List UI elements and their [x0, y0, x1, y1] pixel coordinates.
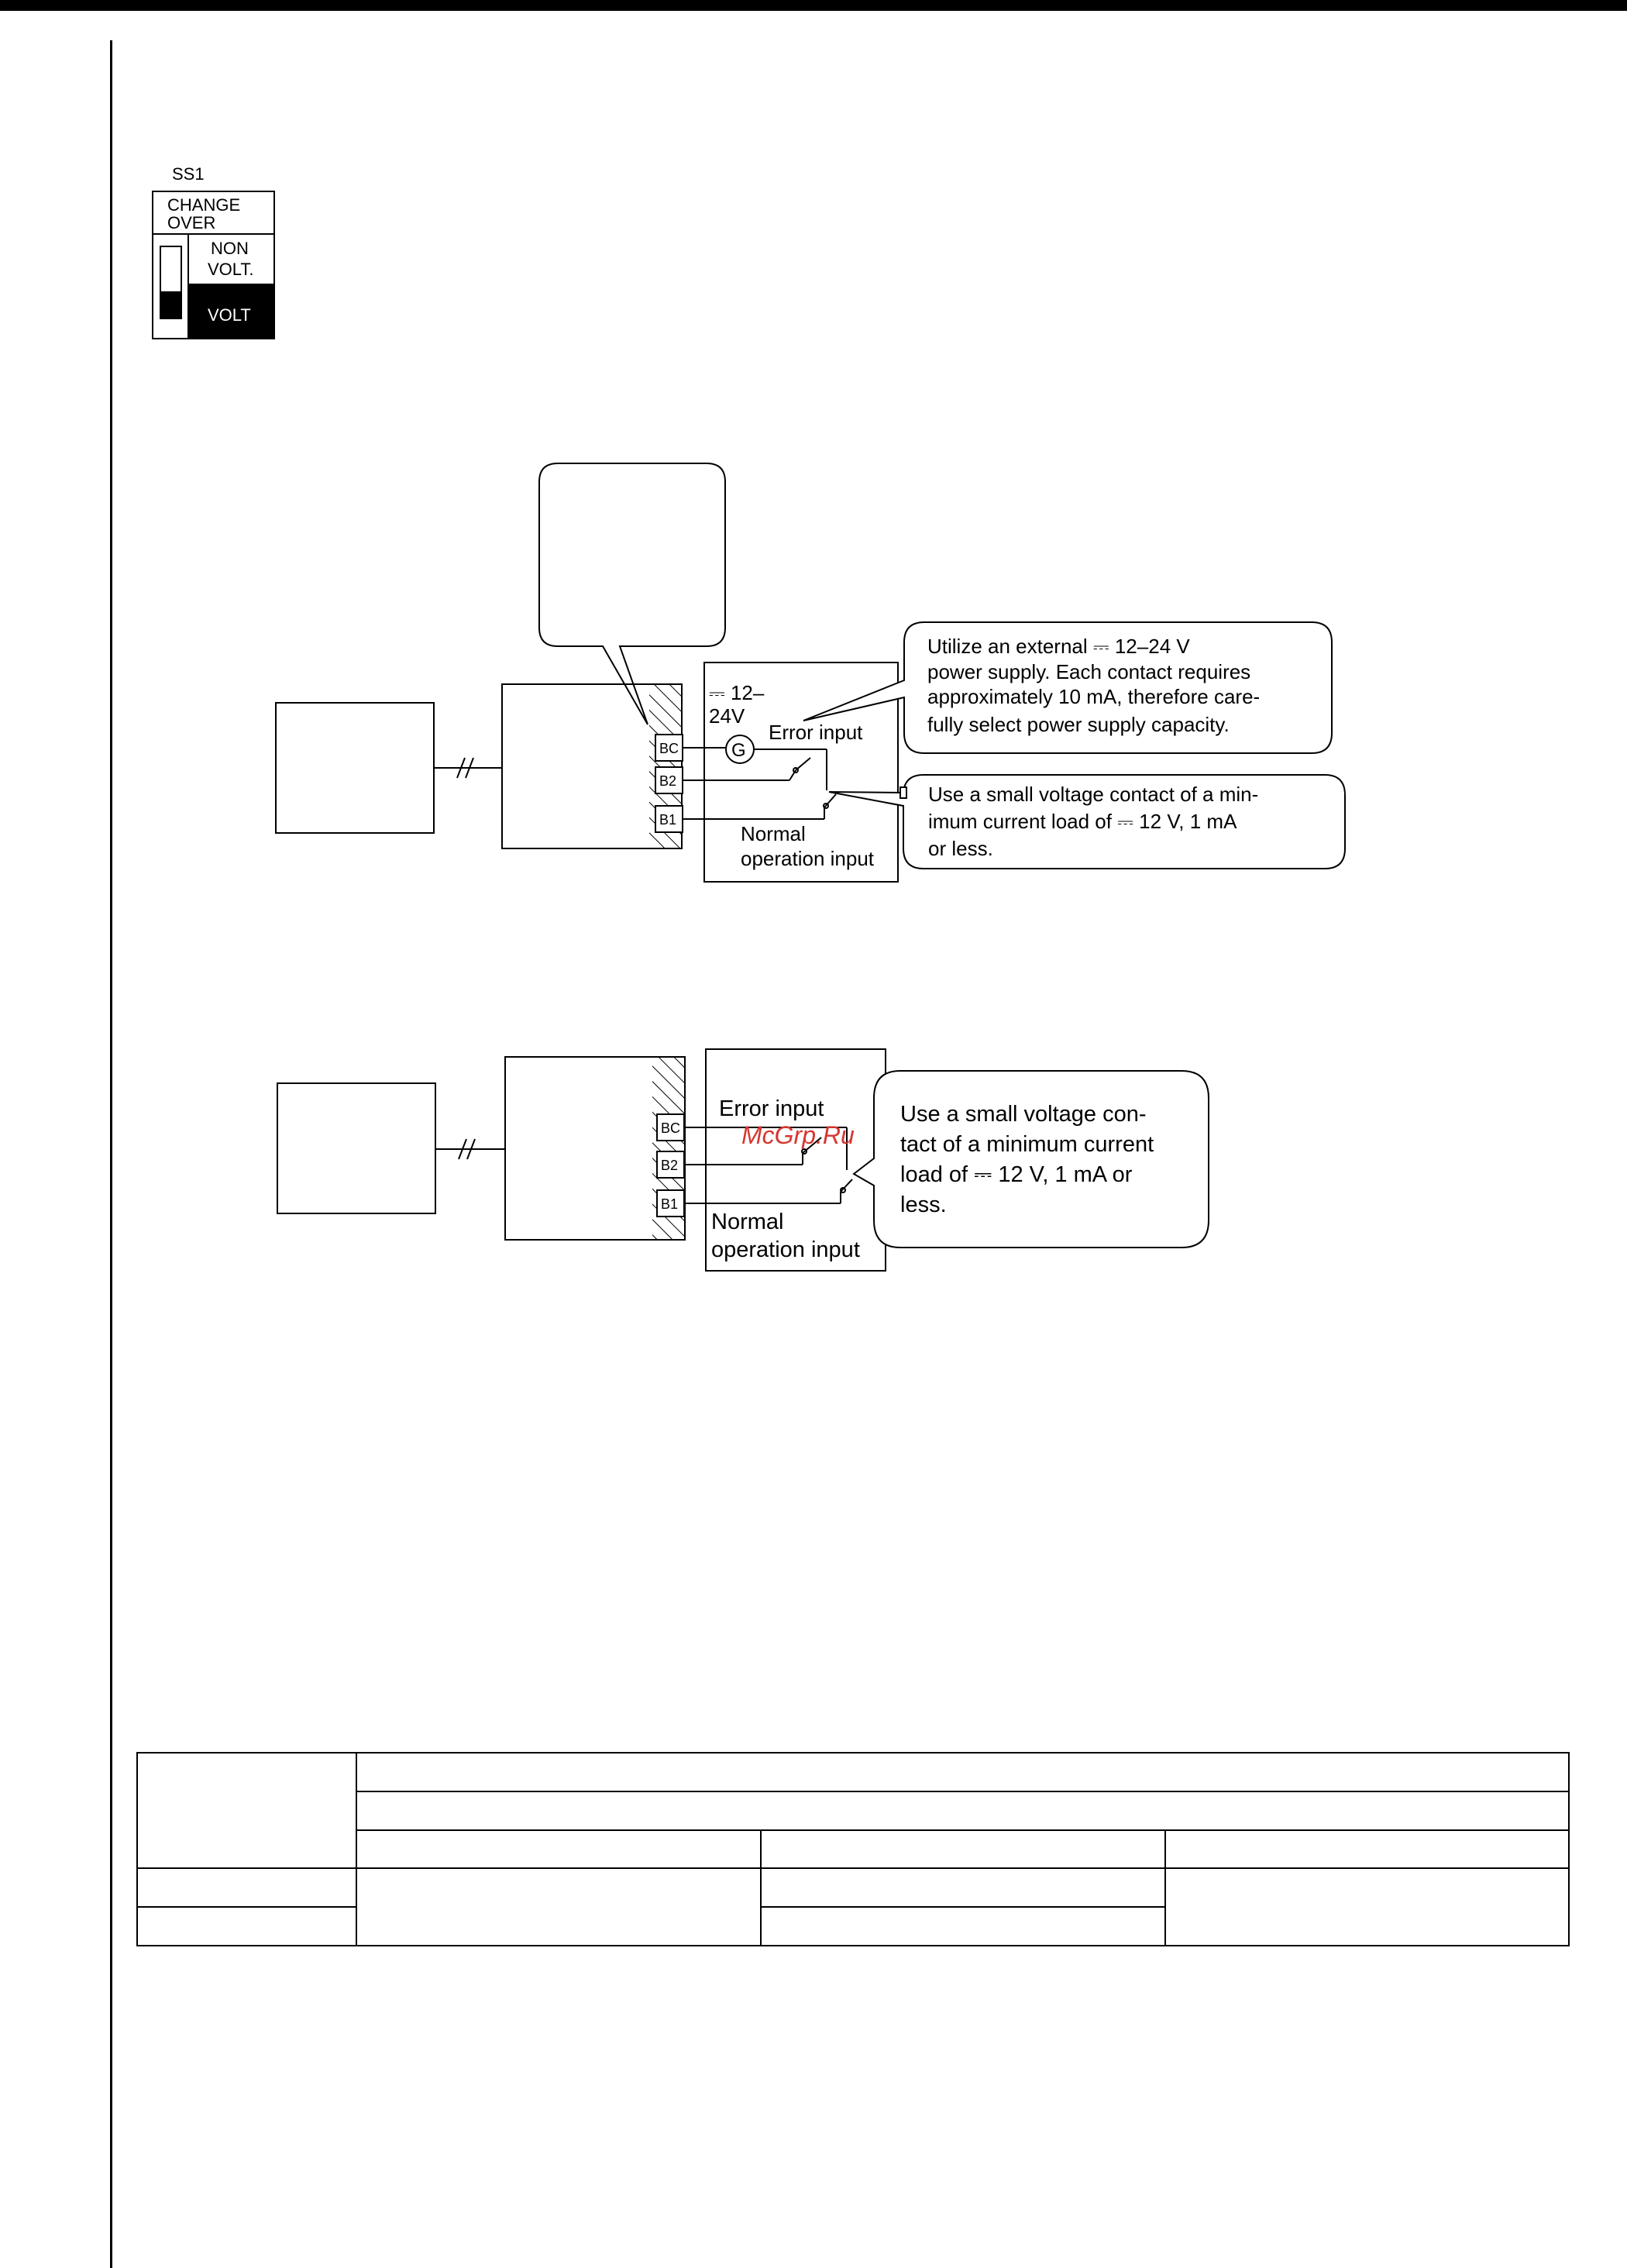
- supply-label-1: ⎓ 12–: [709, 681, 765, 704]
- normal-input-label-2b: operation input: [711, 1237, 860, 1262]
- remote-unit-box-2: [277, 1083, 435, 1213]
- svg-text:less.: less.: [900, 1193, 947, 1217]
- switch-id: SS1: [172, 164, 205, 184]
- error-input-label-2: Error input: [719, 1096, 824, 1121]
- terminal-b1-1: B1: [659, 812, 677, 828]
- svg-text:approximately 10 mA, therefore: approximately 10 mA, therefore care-: [927, 685, 1261, 708]
- svg-text:fully select power supply capa: fully select power supply capacity.: [927, 713, 1230, 736]
- svg-text:load of ⎓ 12 V, 1 mA or: load of ⎓ 12 V, 1 mA or: [900, 1162, 1133, 1187]
- terminal-bc-1: BC: [659, 741, 679, 756]
- svg-text:Use a small voltage contact of: Use a small voltage contact of a min-: [928, 783, 1259, 806]
- svg-text:Utilize an external ⎓ 12–24 V: Utilize an external ⎓ 12–24 V: [927, 635, 1190, 658]
- wiring-diagram-2: [277, 1049, 1209, 1271]
- svg-text:imum current load of ⎓ 12 V, 1: imum current load of ⎓ 12 V, 1 mA: [928, 810, 1237, 833]
- terminal-b2-1: B2: [659, 773, 677, 789]
- switch-title-2: OVER: [167, 213, 216, 232]
- spec-table: [137, 1753, 1569, 1946]
- watermark: McGrp.Ru: [741, 1121, 855, 1149]
- svg-text:Use a small voltage con-: Use a small voltage con-: [900, 1102, 1147, 1127]
- terminal-bc-2: BC: [661, 1120, 681, 1136]
- switch-lever: [160, 291, 181, 318]
- switch-title-1: CHANGE: [167, 195, 241, 215]
- normal-input-label-2a: Normal: [711, 1210, 784, 1234]
- ss1-switch: [153, 164, 274, 339]
- wiring-diagram-1: [276, 463, 1345, 882]
- svg-text:tact of a minimum current: tact of a minimum current: [900, 1132, 1154, 1157]
- contact-bubble-2: [854, 1071, 1209, 1248]
- svg-text:power supply. Each contact req: power supply. Each contact requires: [927, 660, 1251, 683]
- switch-option-non-1: NON: [211, 239, 249, 258]
- error-input-label-1: Error input: [769, 721, 863, 744]
- switch-option-volt: VOLT: [208, 305, 251, 325]
- generator-label: G: [731, 740, 746, 761]
- svg-text:or less.: or less.: [928, 837, 993, 860]
- normal-input-label-1a: Normal: [741, 822, 806, 845]
- supply-label-2: 24V: [709, 704, 745, 728]
- remote-unit-box-1: [276, 703, 434, 833]
- terminal-b1-2: B1: [661, 1196, 679, 1212]
- empty-callout: [539, 463, 725, 724]
- switch-option-non-2: VOLT.: [208, 260, 254, 279]
- normal-input-label-1b: operation input: [741, 847, 875, 870]
- terminal-b2-2: B2: [661, 1158, 679, 1173]
